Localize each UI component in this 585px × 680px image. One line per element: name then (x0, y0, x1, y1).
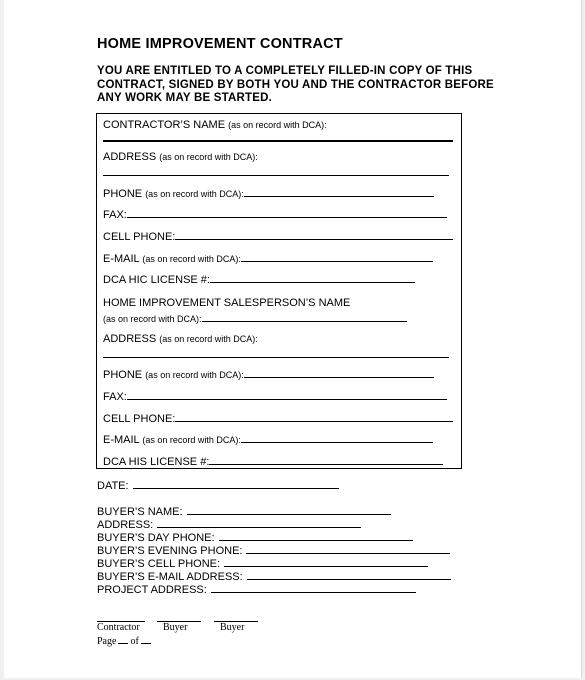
contractor-email-note: (as on record with DCA): (142, 254, 241, 264)
contractor-cell-line[interactable] (175, 229, 453, 240)
contractor-license-field (103, 272, 415, 286)
salesperson-license-label: DCA HIS LICENSE #: (103, 456, 210, 468)
buyer-cell-phone-field (97, 556, 428, 570)
buyer-cell-phone-line[interactable] (224, 556, 428, 567)
salesperson-address-field (103, 333, 258, 345)
project-address-line[interactable] (211, 582, 416, 593)
page-total-blank[interactable] (141, 634, 151, 644)
buyer-day-phone-field (97, 530, 413, 544)
salesperson-fax-field (103, 389, 447, 403)
page-number-blank[interactable] (118, 634, 128, 644)
buyer-signature-label-1: Buyer (163, 622, 188, 633)
salesperson-email-label: E-MAIL (103, 434, 140, 446)
contractor-email-line[interactable] (241, 251, 433, 262)
buyer-name-line[interactable] (187, 504, 391, 515)
buyer-email-field (97, 569, 451, 583)
salesperson-fax-label: FAX: (103, 391, 127, 403)
salesperson-cell-line[interactable] (175, 411, 453, 422)
contractor-address-line[interactable] (103, 175, 449, 176)
buyer-address-label: ADDRESS: (97, 519, 154, 531)
page-word: Page (97, 636, 117, 647)
salesperson-address-line[interactable] (103, 357, 449, 358)
buyer-signature-line-2[interactable] (214, 621, 258, 633)
contractor-name-label: CONTRACTOR’S NAME (103, 119, 226, 131)
project-address-label: PROJECT ADDRESS: (97, 584, 207, 596)
salesperson-cell-label: CELL PHONE: (103, 413, 176, 425)
contractor-cell-label: CELL PHONE: (103, 231, 176, 243)
document-title: HOME IMPROVEMENT CONTRACT (97, 36, 343, 52)
page-count (97, 634, 153, 647)
buyer-cell-phone-label: BUYER’S CELL PHONE: (97, 558, 221, 570)
date-field (97, 478, 339, 492)
salesperson-cell-field (103, 411, 453, 425)
buyer-address-field (97, 517, 361, 531)
salesperson-name-note-row (103, 311, 407, 325)
copy-notice: YOU ARE ENTITLED TO A COMPLETELY FILLED-IN COPY OF THIS CONTRACT, SIGNED BY BOTH YOU AND THE CONTRACTOR BEFORE ANY WORK MAY BE STARTED. (97, 65, 494, 104)
date-label: DATE: (97, 480, 129, 492)
contractor-license-label: DCA HIC LICENSE #: (103, 274, 210, 286)
contractor-email-label: E-MAIL (103, 253, 140, 265)
contractor-name-field (103, 119, 327, 131)
salesperson-phone-field (103, 367, 434, 381)
salesperson-fax-line[interactable] (127, 389, 447, 400)
contractor-phone-note: (as on record with DCA): (145, 189, 244, 199)
buyer-evening-phone-label: BUYER’S EVENING PHONE: (97, 545, 243, 557)
date-line[interactable] (133, 478, 339, 489)
contractor-name-note: (as on record with DCA): (228, 120, 327, 130)
contractor-address-note: (as on record with DCA): (159, 152, 258, 162)
project-address-field (97, 582, 416, 596)
of-word: of (130, 636, 139, 647)
buyer-signature-line-1[interactable] (157, 621, 201, 633)
buyer-day-phone-label: BUYER’S DAY PHONE: (97, 532, 215, 544)
contractor-address-label: ADDRESS (103, 151, 157, 163)
salesperson-phone-label: PHONE (103, 369, 143, 381)
buyer-day-phone-line[interactable] (219, 530, 413, 541)
contractor-fax-field (103, 207, 447, 221)
contractor-fax-label: FAX: (103, 209, 127, 221)
contractor-signature-label: Contractor (97, 622, 140, 633)
contractor-cell-field (103, 229, 453, 243)
salesperson-phone-note: (as on record with DCA): (145, 370, 244, 380)
buyer-email-line[interactable] (247, 569, 451, 580)
buyer-evening-phone-line[interactable] (246, 543, 450, 554)
contractor-phone-label: PHONE (103, 188, 143, 200)
salesperson-address-note: (as on record with DCA): (159, 334, 258, 344)
buyer-name-label: BUYER’S NAME: (97, 506, 183, 518)
contractor-fax-line[interactable] (127, 207, 447, 218)
salesperson-name-label: HOME IMPROVEMENT SALESPERSON’S NAME (103, 297, 351, 309)
buyer-email-label: BUYER’S E-MAIL ADDRESS: (97, 571, 243, 583)
buyer-name-field (97, 504, 391, 518)
contractor-name-line[interactable] (103, 140, 453, 142)
contractor-license-line[interactable] (210, 272, 415, 283)
contractor-address-field (103, 151, 258, 163)
salesperson-license-field (103, 454, 443, 468)
contractor-signature-line[interactable] (97, 621, 145, 633)
salesperson-email-field (103, 432, 433, 446)
buyer-signature-label-2: Buyer (220, 622, 245, 633)
buyer-evening-phone-field (97, 543, 450, 557)
buyer-address-line[interactable] (157, 517, 361, 528)
contractor-phone-line[interactable] (244, 186, 434, 197)
salesperson-name-line[interactable] (202, 311, 407, 322)
salesperson-name-note: (as on record with DCA): (103, 314, 202, 324)
contractor-phone-field (103, 186, 434, 200)
salesperson-email-line[interactable] (241, 432, 433, 443)
salesperson-name-field (103, 297, 350, 309)
salesperson-phone-line[interactable] (244, 367, 434, 378)
salesperson-address-label: ADDRESS (103, 333, 157, 345)
salesperson-license-line[interactable] (209, 454, 443, 465)
salesperson-email-note: (as on record with DCA): (142, 435, 241, 445)
contractor-email-field (103, 251, 433, 265)
